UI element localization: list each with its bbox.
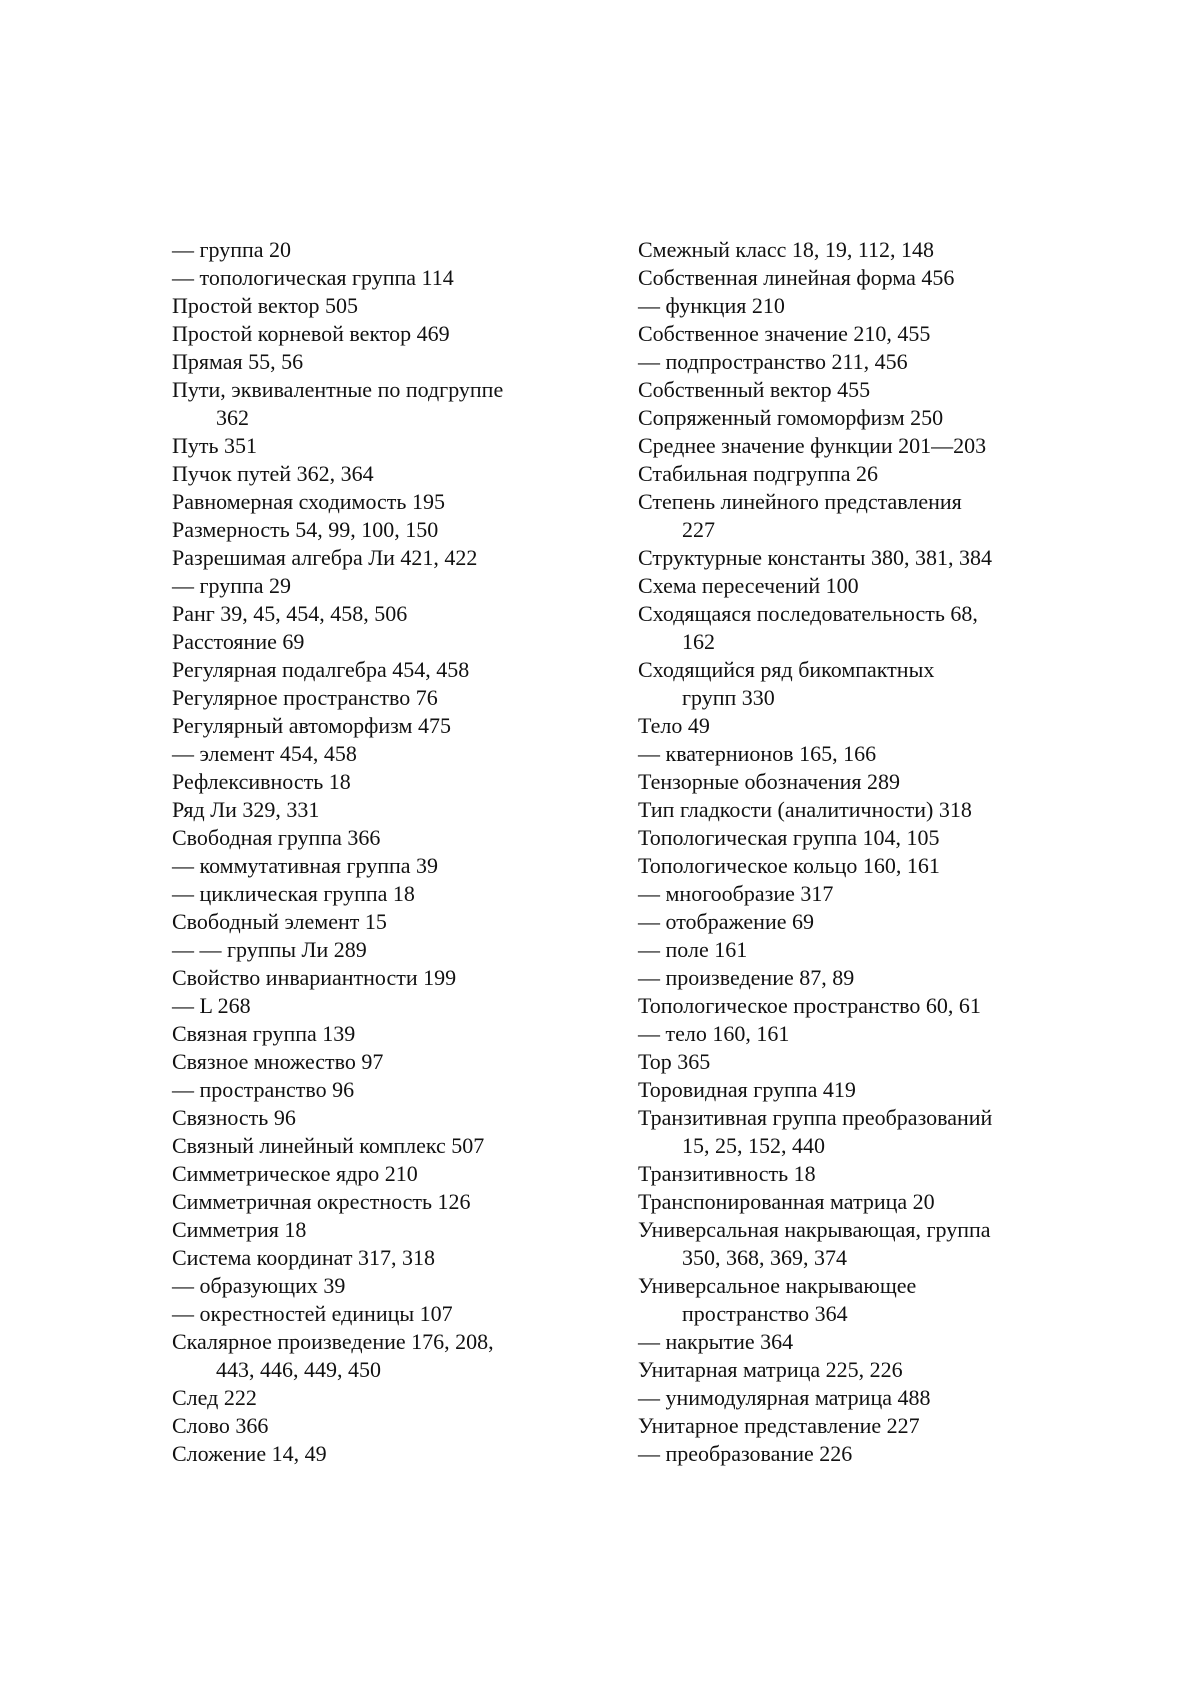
index-entry	[172, 1328, 602, 1384]
index-entry	[638, 964, 1068, 992]
index-entry-text: След 222	[172, 1385, 257, 1410]
index-entry-text: Симметрия 18	[172, 1217, 307, 1242]
index-entry-text: Ряд Ли 329, 331	[172, 797, 320, 822]
index-entry-text: — циклическая группа 18	[172, 881, 415, 906]
index-entry	[638, 488, 1068, 544]
index-entry-text: — произведение 87, 89	[638, 965, 855, 990]
index-entry	[638, 712, 1068, 740]
index-entry-text: Прямая 55, 56	[172, 349, 304, 374]
index-entry-text: Регулярная подалгебра 454, 458	[172, 657, 470, 682]
index-entry	[172, 376, 602, 432]
index-entry-text: — кватернионов 165, 166	[638, 741, 877, 766]
index-entry-continuation: 443, 446, 449, 450	[216, 1357, 381, 1382]
index-entry	[172, 796, 602, 824]
index-entry-text: — L 268	[172, 993, 251, 1018]
index-entry	[172, 544, 602, 572]
index-entry	[638, 1216, 1068, 1272]
index-entry	[638, 292, 1068, 320]
index-entry	[638, 908, 1068, 936]
index-entry	[638, 1020, 1068, 1048]
index-entry-text: Связный линейный комплекс 507	[172, 1133, 485, 1158]
index-entry-text: Универсальное накрывающее	[638, 1273, 917, 1298]
index-entry	[638, 348, 1068, 376]
index-entry	[638, 1188, 1068, 1216]
index-entry-text: Топологическая группа 104, 105	[638, 825, 940, 850]
index-entry-text: Транспонированная матрица 20	[638, 1189, 935, 1214]
index-entry-text: Рефлексивность 18	[172, 769, 351, 794]
index-entry-text: Свободная группа 366	[172, 825, 381, 850]
index-entry	[638, 1272, 1068, 1328]
index-entry-text: Тело 49	[638, 713, 710, 738]
index-entry	[638, 740, 1068, 768]
index-entry	[172, 1160, 602, 1188]
index-entry-text: — группа 29	[172, 573, 292, 598]
index-entry-text: Размерность 54, 99, 100, 150	[172, 517, 439, 542]
index-entry	[638, 1076, 1068, 1104]
index-entry	[172, 964, 602, 992]
index-entry	[172, 432, 602, 460]
index-entry	[172, 1412, 602, 1440]
index-entry-text: Схема пересечений 100	[638, 573, 859, 598]
index-entry	[172, 684, 602, 712]
index-entry-text: — образующих 39	[172, 1273, 346, 1298]
index-entry	[172, 516, 602, 544]
index-entry-text: Торовидная группа 419	[638, 1077, 856, 1102]
index-entry	[638, 320, 1068, 348]
index-entry	[172, 824, 602, 852]
index-entry-text: Регулярный автоморфизм 475	[172, 713, 451, 738]
index-entry-text: Унитарная матрица 225, 226	[638, 1357, 903, 1382]
index-entry	[172, 1440, 602, 1468]
index-entry-text: Простой вектор 505	[172, 293, 359, 318]
index-entry	[638, 656, 1068, 712]
index-entry-text: — пространство 96	[172, 1077, 355, 1102]
index-entry	[638, 460, 1068, 488]
index-entry-text: Топологическое пространство 60, 61	[638, 993, 981, 1018]
index-entry	[638, 796, 1068, 824]
index-entry	[638, 880, 1068, 908]
index-entry	[172, 292, 602, 320]
index-entry-text: — элемент 454, 458	[172, 741, 357, 766]
index-entry	[638, 1328, 1068, 1356]
index-entry	[172, 768, 602, 796]
index-entry-text: Топологическое кольцо 160, 161	[638, 853, 940, 878]
index-entry-text: — преобразование 226	[638, 1441, 853, 1466]
index-entry	[172, 488, 602, 516]
index-entry	[172, 236, 602, 264]
index-entry-text: — окрестностей единицы 107	[172, 1301, 453, 1326]
index-entry	[638, 600, 1068, 656]
index-entry	[638, 236, 1068, 264]
index-entry-text: Сложение 14, 49	[172, 1441, 327, 1466]
index-entry-text: Транзитивная группа преобразований	[638, 1105, 993, 1130]
index-entry-text: Связность 96	[172, 1105, 296, 1130]
index-entry-text: Ранг 39, 45, 454, 458, 506	[172, 601, 408, 626]
index-entry	[638, 1384, 1068, 1412]
index-entry	[638, 1104, 1068, 1160]
index-entry-text: — топологическая группа 114	[172, 265, 454, 290]
index-entry	[172, 628, 602, 656]
index-entry	[172, 880, 602, 908]
index-entry-text: Пути, эквивалентные по подгруппе	[172, 377, 504, 402]
index-entry	[638, 572, 1068, 600]
index-column-left	[172, 236, 602, 1468]
index-entry-text: Тор 365	[638, 1049, 711, 1074]
index-entry-text: Симметричная окрестность 126	[172, 1189, 471, 1214]
index-entry-text: — функция 210	[638, 293, 785, 318]
index-entry	[172, 1244, 602, 1272]
index-entry-text: Собственная линейная форма 456	[638, 265, 955, 290]
index-entry-text: Структурные константы 380, 381, 384	[638, 545, 992, 570]
index-entry	[172, 460, 602, 488]
index-entry	[638, 376, 1068, 404]
index-entry-text: Свойство инвариантности 199	[172, 965, 457, 990]
index-entry	[172, 320, 602, 348]
index-entry	[638, 544, 1068, 572]
index-entry	[172, 1216, 602, 1244]
index-entry-text: Путь 351	[172, 433, 258, 458]
index-entry-text: Степень линейного представления	[638, 489, 962, 514]
index-entry-text: Разрешимая алгебра Ли 421, 422	[172, 545, 478, 570]
index-entry-text: Скалярное произведение 176, 208,	[172, 1329, 494, 1354]
index-entry-continuation: 162	[682, 629, 715, 654]
index-entry	[638, 824, 1068, 852]
index-entry-text: Пучок путей 362, 364	[172, 461, 374, 486]
index-entry	[172, 600, 602, 628]
index-entry-text: Система координат 317, 318	[172, 1245, 435, 1270]
index-entry-text: — коммутативная группа 39	[172, 853, 439, 878]
index-entry-text: — поле 161	[638, 937, 748, 962]
index-entry	[172, 1104, 602, 1132]
index-entry	[172, 1132, 602, 1160]
index-entry-text: Унитарное представление 227	[638, 1413, 920, 1438]
index-entry-text: — унимодулярная матрица 488	[638, 1385, 931, 1410]
index-entry	[172, 264, 602, 292]
index-entry-text: — — группы Ли 289	[172, 937, 367, 962]
index-entry-text: Смежный класс 18, 19, 112, 148	[638, 237, 935, 262]
index-entry	[172, 1300, 602, 1328]
index-entry-text: — подпространство 211, 456	[638, 349, 908, 374]
index-entry-text: Сходящаяся последовательность 68,	[638, 601, 978, 626]
index-entry	[638, 1440, 1068, 1468]
index-entry-text: Расстояние 69	[172, 629, 305, 654]
index-entry	[172, 1188, 602, 1216]
index-entry-text: Среднее значение функции 201—203	[638, 433, 987, 458]
index-entry	[638, 992, 1068, 1020]
index-entry	[172, 656, 602, 684]
index-entry	[172, 852, 602, 880]
index-entry	[172, 1384, 602, 1412]
index-entry	[638, 1160, 1068, 1188]
index-entry-text: Собственный вектор 455	[638, 377, 871, 402]
index-entry-text: Связное множество 97	[172, 1049, 384, 1074]
index-entry	[172, 572, 602, 600]
index-entry	[172, 348, 602, 376]
index-entry-text: Транзитивность 18	[638, 1161, 816, 1186]
index-entry	[638, 264, 1068, 292]
index-entry-continuation: 362	[216, 405, 249, 430]
index-entry-continuation: 227	[682, 517, 715, 542]
index-entry-continuation: 350, 368, 369, 374	[682, 1245, 847, 1270]
index-entry	[172, 992, 602, 1020]
index-entry	[638, 1412, 1068, 1440]
index-entry	[172, 1048, 602, 1076]
index-entry-text: Слово 366	[172, 1413, 269, 1438]
index-entry-text: Тензорные обозначения 289	[638, 769, 901, 794]
index-entry-continuation: пространство 364	[682, 1301, 848, 1326]
index-entry	[638, 432, 1068, 460]
index-entry	[172, 908, 602, 936]
index-entry	[172, 1076, 602, 1104]
index-entry-text: Собственное значение 210, 455	[638, 321, 931, 346]
index-entry	[172, 740, 602, 768]
index-entry	[638, 768, 1068, 796]
index-entry	[172, 936, 602, 964]
index-entry	[172, 1020, 602, 1048]
index-entry	[638, 1048, 1068, 1076]
index-entry-continuation: групп 330	[682, 685, 775, 710]
index-entry	[638, 404, 1068, 432]
index-entry-text: Простой корневой вектор 469	[172, 321, 450, 346]
index-entry-text: Регулярное пространство 76	[172, 685, 438, 710]
index-entry	[172, 1272, 602, 1300]
index-entry-text: — группа 20	[172, 237, 292, 262]
index-entry-text: — отображение 69	[638, 909, 814, 934]
index-entry	[638, 1356, 1068, 1384]
index-column-right	[638, 236, 1068, 1468]
index-entry	[638, 936, 1068, 964]
index-entry-text: — тело 160, 161	[638, 1021, 790, 1046]
index-entry-text: — многообразие 317	[638, 881, 834, 906]
index-entry-text: — накрытие 364	[638, 1329, 794, 1354]
index-entry-text: Стабильная подгруппа 26	[638, 461, 879, 486]
index-entry-text: Связная группа 139	[172, 1021, 356, 1046]
index-entry-text: Равномерная сходимость 195	[172, 489, 445, 514]
index-entry-text: Тип гладкости (аналитичности) 318	[638, 797, 972, 822]
index-entry-continuation: 15, 25, 152, 440	[682, 1133, 825, 1158]
index-entry-text: Универсальная накрывающая, группа	[638, 1217, 991, 1242]
index-entry	[638, 852, 1068, 880]
index-entry-text: Симметрическое ядро 210	[172, 1161, 418, 1186]
index-entry-text: Свободный элемент 15	[172, 909, 387, 934]
index-entry-text: Сопряженный гомоморфизм 250	[638, 405, 944, 430]
index-entry	[172, 712, 602, 740]
index-entry-text: Сходящийся ряд бикомпактных	[638, 657, 935, 682]
